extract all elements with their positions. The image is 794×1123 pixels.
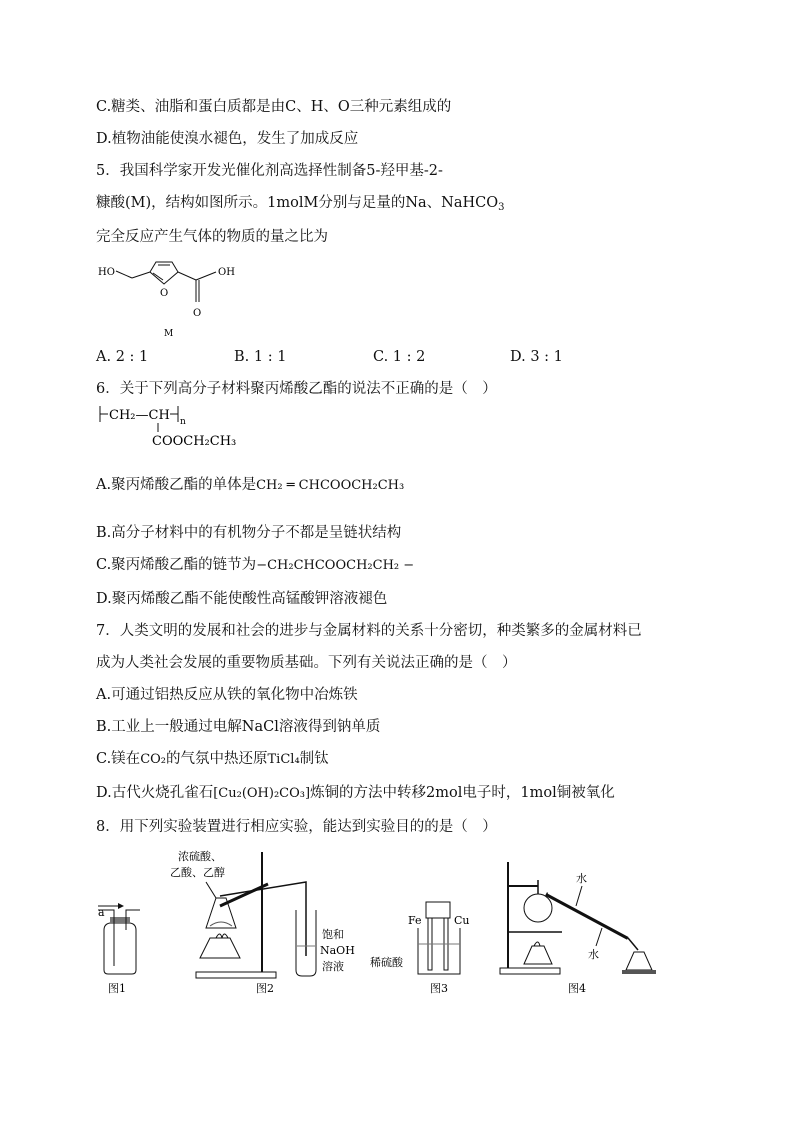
struct-bond bbox=[116, 271, 132, 278]
q7-option-d bbox=[96, 782, 615, 805]
q6-option-a bbox=[96, 474, 404, 497]
q7-option-d-formula: [Cu₂(OH)₂CO₃] bbox=[213, 786, 311, 801]
q6-option-c-text: C.聚丙烯酸乙酯的链节为 bbox=[96, 557, 257, 573]
q6-option-b: B.高分子材料中的有机物分子不都是呈链状结构 bbox=[96, 525, 402, 541]
struct-bond bbox=[196, 272, 216, 280]
fig3-wire bbox=[426, 902, 450, 918]
q7-option-a: A.可通过铝热反应从铁的氧化物中冶炼铁 bbox=[96, 687, 358, 703]
q7-option-c-text-1: C.镁在 bbox=[96, 751, 141, 767]
struct-bond bbox=[178, 272, 196, 280]
q6-option-a-formula: CH₂ ═ CHCOOCH₂CH₃ bbox=[256, 478, 405, 493]
q7-option-d-text-2: 炼铜的方法中转移2mol电子时，1mol铜被氧化 bbox=[310, 785, 615, 801]
fig2-flame bbox=[216, 934, 228, 938]
fig4-condenser-inner bbox=[548, 893, 630, 937]
q6-option-c bbox=[96, 554, 414, 577]
fig4-stand-base bbox=[500, 968, 560, 974]
fig4-caption: 图4 bbox=[568, 982, 586, 995]
q7-option-b: B.工业上一般通过电解NaCl溶液得到钠单质 bbox=[96, 719, 381, 735]
q5-stem-subscript: 3 bbox=[498, 202, 505, 213]
fig4-flame bbox=[534, 942, 540, 946]
struct-label-m: M bbox=[164, 329, 174, 338]
fig4-water-in-pointer bbox=[576, 886, 582, 906]
fig2-liquid bbox=[210, 922, 232, 926]
struct-ring-oxygen: O bbox=[160, 288, 169, 299]
fig2-caption: 图2 bbox=[256, 982, 274, 995]
q6-option-d: D.聚丙烯酸乙酯不能使酸性高锰酸钾溶液褪色 bbox=[96, 591, 388, 607]
q6-option-c-formula: −CH₂CHCOOCH₂CH₂ − bbox=[256, 558, 415, 573]
q8-figure-2 bbox=[160, 846, 360, 996]
q7-option-c-ticl4: TiCl₄ bbox=[267, 752, 300, 767]
q7-option-c-co2: CO₂ bbox=[140, 752, 167, 767]
fig3-caption: 图3 bbox=[430, 982, 448, 995]
q5-stem-line-1: 5．我国科学家开发光催化剂高选择性制备5-羟甲基-2- bbox=[96, 163, 443, 179]
fig2-label-pointer bbox=[206, 882, 216, 898]
fig4-water-out-label: 水 bbox=[588, 948, 599, 961]
q7-stem-line-1: 7．人类文明的发展和社会的进步与金属材料的关系十分密切，种类繁多的金属材料已 bbox=[96, 623, 642, 639]
fig1-bottle bbox=[104, 923, 136, 974]
q5-option-d: D. 3 : 1 bbox=[510, 349, 563, 365]
fig2-solution-line-3: 溶液 bbox=[322, 960, 344, 973]
q5-stem-line-2 bbox=[96, 192, 505, 219]
fig4-adapter bbox=[628, 938, 638, 950]
fig3-acid-label: 稀硫酸 bbox=[370, 956, 403, 969]
q6-option-a-text: A.聚丙烯酸乙酯的单体是 bbox=[96, 477, 257, 493]
q8-figure-1 bbox=[92, 890, 148, 996]
q4-option-c: C.糖类、油脂和蛋白质都是由C、H、O三种元素组成的 bbox=[96, 99, 452, 115]
q4-option-d: D.植物油能使溴水褪色，发生了加成反应 bbox=[96, 131, 359, 147]
q5-options bbox=[0, 346, 794, 368]
struct-bond bbox=[132, 272, 150, 278]
polymer-n-subscript: n bbox=[180, 417, 186, 427]
q5-structure-diagram bbox=[96, 258, 256, 338]
struct-carbonyl-oxygen: O bbox=[193, 308, 202, 319]
q7-option-c-text-2: 的气氛中热还原 bbox=[166, 751, 268, 767]
fig2-label-line-2: 乙酸、乙醇 bbox=[170, 866, 225, 879]
fig2-burner bbox=[200, 938, 240, 958]
fig1-caption: 图1 bbox=[108, 982, 126, 995]
fig1-arrow-label: a bbox=[98, 906, 105, 919]
q5-stem-text: 糠酸(M)，结构如图所示。1molM分别与足量的Na、NaHCO bbox=[96, 195, 499, 211]
fig3-left-metal: Fe bbox=[408, 914, 422, 927]
polymer-main-chain: CH₂—CH bbox=[109, 408, 170, 423]
q5-option-c: C. 1 : 2 bbox=[373, 349, 426, 365]
fig4-water-in-label: 水 bbox=[576, 872, 587, 885]
fig3-right-metal: Cu bbox=[454, 914, 470, 927]
q6-polymer-structure bbox=[96, 402, 276, 450]
struct-ho-label: HO bbox=[98, 267, 115, 278]
q6-stem: 6．关于下列高分子材料聚丙烯酸乙酯的说法不正确的是（ ） bbox=[96, 381, 497, 397]
q5-option-b: B. 1 : 1 bbox=[234, 349, 287, 365]
fig1-stopper bbox=[110, 917, 130, 923]
q5-stem-line-3: 完全反应产生气体的物质的量之比为 bbox=[96, 229, 328, 245]
q7-stem-line-2: 成为人类社会发展的重要物质基础。下列有关说法正确的是（ ） bbox=[96, 655, 517, 671]
fig4-burner bbox=[524, 946, 552, 964]
fig3-beaker bbox=[418, 928, 460, 974]
struct-oh-label: OH bbox=[218, 267, 235, 278]
q8-figure-3 bbox=[370, 900, 480, 996]
fig4-flask bbox=[524, 894, 552, 922]
q8-figure-4 bbox=[496, 856, 680, 996]
fig2-solution-line-2: NaOH bbox=[320, 944, 355, 957]
q8-stem: 8．用下列实验装置进行相应实验，能达到实验目的的是（ ） bbox=[96, 819, 497, 835]
fig1-arrow-head bbox=[118, 903, 124, 909]
fig4-water-out-pointer bbox=[596, 928, 602, 946]
q5-option-a: A. 2 : 1 bbox=[96, 349, 149, 365]
fig2-flask bbox=[206, 898, 236, 928]
fig2-label-line-1: 浓硫酸、 bbox=[178, 850, 222, 863]
fig2-stand-base bbox=[196, 972, 276, 978]
polymer-side-group: COOCH₂CH₃ bbox=[152, 434, 237, 449]
fig2-solution-line-1: 饱和 bbox=[322, 928, 344, 941]
fig4-receiving-flask bbox=[626, 952, 652, 970]
q7-option-c bbox=[96, 748, 329, 771]
q7-option-c-text-3: 制钛 bbox=[299, 751, 329, 767]
q7-option-d-text-1: D.古代火烧孔雀石 bbox=[96, 785, 214, 801]
fig4-receiver-base bbox=[622, 970, 656, 974]
